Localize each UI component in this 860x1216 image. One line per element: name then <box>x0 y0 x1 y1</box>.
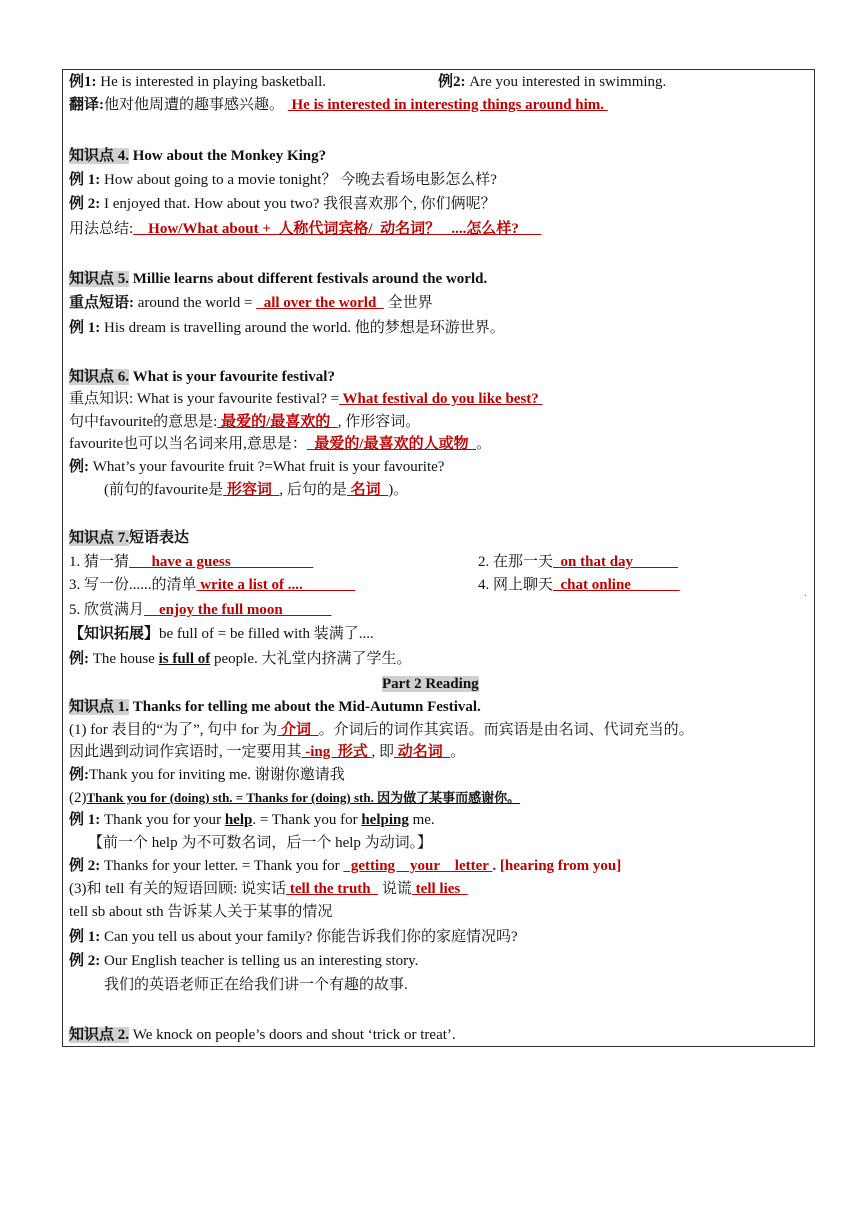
answer-blank: tell the truth <box>286 881 379 897</box>
example-line: 例: What’s your favourite fruit ?=What fruit is your favourite? <box>69 459 445 475</box>
rule-line: (2)Thank you for (doing) sth. = Thanks for (doing) sth. 因为做了某事而感谢你。 <box>69 790 521 806</box>
point-heading: 知识点 7.短语表达 <box>69 530 190 546</box>
note-line: 【前一个 help 为不可数名词，后一个 help 为动词。】 <box>88 835 433 851</box>
meaning-line: 句中favourite的意思是: 最爱的/最喜欢的 , 作形容词。 <box>69 414 421 430</box>
phrase-line: tell sb about sth 告诉某人关于某事的情况 <box>69 904 333 920</box>
example-line: 例 1: His dream is travelling around the world. 他的梦想是环游世界。 <box>69 320 505 336</box>
usage-line: 用法总结: How/What about + 人称代词宾格/ 动名词？ ....怎么样? <box>69 221 542 237</box>
answer-blank: all over the world <box>256 295 384 311</box>
answer-blank: How/What about + 人称代词宾格/ 动名词？ ....怎么样? <box>133 221 542 237</box>
stray-dot: . <box>804 588 807 599</box>
answer-blank: have a guess <box>129 554 314 570</box>
answer-blank: enjoy the full moon <box>144 602 332 618</box>
phrase-row: 1. 猜一猜 have a guess <box>69 554 314 570</box>
phrase-line: 重点短语: around the world = all over the world 全世界 <box>69 295 433 311</box>
point-heading: 知识点 4. How about the Monkey King? <box>69 148 327 164</box>
example-line: 例: The house is full of people. 大礼堂内挤满了学生。 <box>69 651 412 667</box>
example-label: 例1: <box>69 74 97 90</box>
answer-blank: 介词 <box>277 722 319 738</box>
extension-line: 【知识拓展】be full of = be filled with 装满了.... <box>69 626 374 642</box>
translation-line: 翻译:他对他周遭的趣事感兴趣。 He is interested in interesting things around him. <box>69 97 608 113</box>
explanation-line: (1) for 表目的“为了”, 句中 for 为 介词 。介词后的词作其宾语。而宾语是由名词、代词充当的。 <box>69 722 694 738</box>
explanation-line: 因此遇到动词作宾语时, 一定要用其 -ing 形式 , 即 动名词 。 <box>69 744 466 760</box>
point-heading: 知识点 1. Thanks for telling me about the Mid-Autumn Festival. <box>69 699 481 715</box>
phrase-row: 5. 欣赏满月 enjoy the full moon <box>69 602 332 618</box>
answer-blank: 最爱的/最喜欢的人或物 <box>306 436 477 452</box>
phrase-row: 2. 在那一天 on that day <box>478 554 679 570</box>
answer-blank: 形容词 <box>223 482 280 498</box>
example-line: 例:Thank you for inviting me. 谢谢你邀请我 <box>69 767 345 783</box>
translation-line: 我们的英语老师正在给我们讲一个有趣的故事. <box>104 977 408 993</box>
answer-blank: tell lies <box>411 881 468 897</box>
point-heading: 知识点 2. We knock on people’s doors and shout ‘trick or treat’. <box>69 1027 456 1043</box>
answer-blank: chat online <box>553 577 680 593</box>
answer-blank: getting your letter <box>343 858 493 874</box>
example-line: 例 1: Can you tell us about your family? 你能告诉我们你的家庭情况吗? <box>69 929 518 945</box>
answer-blank: write a list of .... <box>196 577 356 593</box>
answer-blank: 名词 <box>346 482 389 498</box>
example-line: 例1: He is interested in playing basketball. 例2: Are you interested in swimming. <box>69 74 667 90</box>
meaning-line: favourite也可以当名词来用,意思是： 最爱的/最喜欢的人或物 。 <box>69 436 492 452</box>
example-line: 例 2: Our English teacher is telling us an interesting story. <box>69 953 419 969</box>
phrase-review-line: (3)和 tell 有关的短语回顾: 说实话 tell the truth 说谎 tell lies <box>69 881 468 897</box>
answer-blank: on that day <box>553 554 679 570</box>
example-line: 例 2: Thanks for your letter. = Thank you for getting your letter . [hearing from you] <box>69 858 622 874</box>
point-heading: 知识点 6. What is your favourite festival? <box>69 369 335 385</box>
answer-blank: He is interested in interesting things around him. <box>287 97 608 113</box>
knowledge-line: 重点知识: What is your favourite festival? = What festival do you like best? <box>69 391 543 407</box>
answer-blank: What festival do you like best? <box>339 391 543 407</box>
answer-blank: 动名词 <box>394 744 451 760</box>
example-line: 例 1: Thank you for your help. = Thank you for helping me. <box>69 812 435 828</box>
answer-blank: 最爱的/最喜欢的 <box>217 414 338 430</box>
note-line: (前句的favourite是 形容词 , 后句的是 名词 )。 <box>104 482 409 498</box>
phrase-row: 3. 写一份......的清单 write a list of .... <box>69 577 356 593</box>
answer-blank: -ing 形式 <box>301 744 372 760</box>
example-line: 例 2: I enjoyed that. How about you two? 我很喜欢那个, 你们俩呢？ <box>69 196 496 212</box>
phrase-row: 4. 网上聊天 chat online <box>478 577 680 593</box>
section-title: Part 2 Reading <box>382 676 479 692</box>
point-heading: 知识点 5. Millie learns about different festivals around the world. <box>69 271 488 287</box>
example-line: 例 1: How about going to a movie tonight？ 今晚去看场电影怎么样? <box>69 172 497 188</box>
